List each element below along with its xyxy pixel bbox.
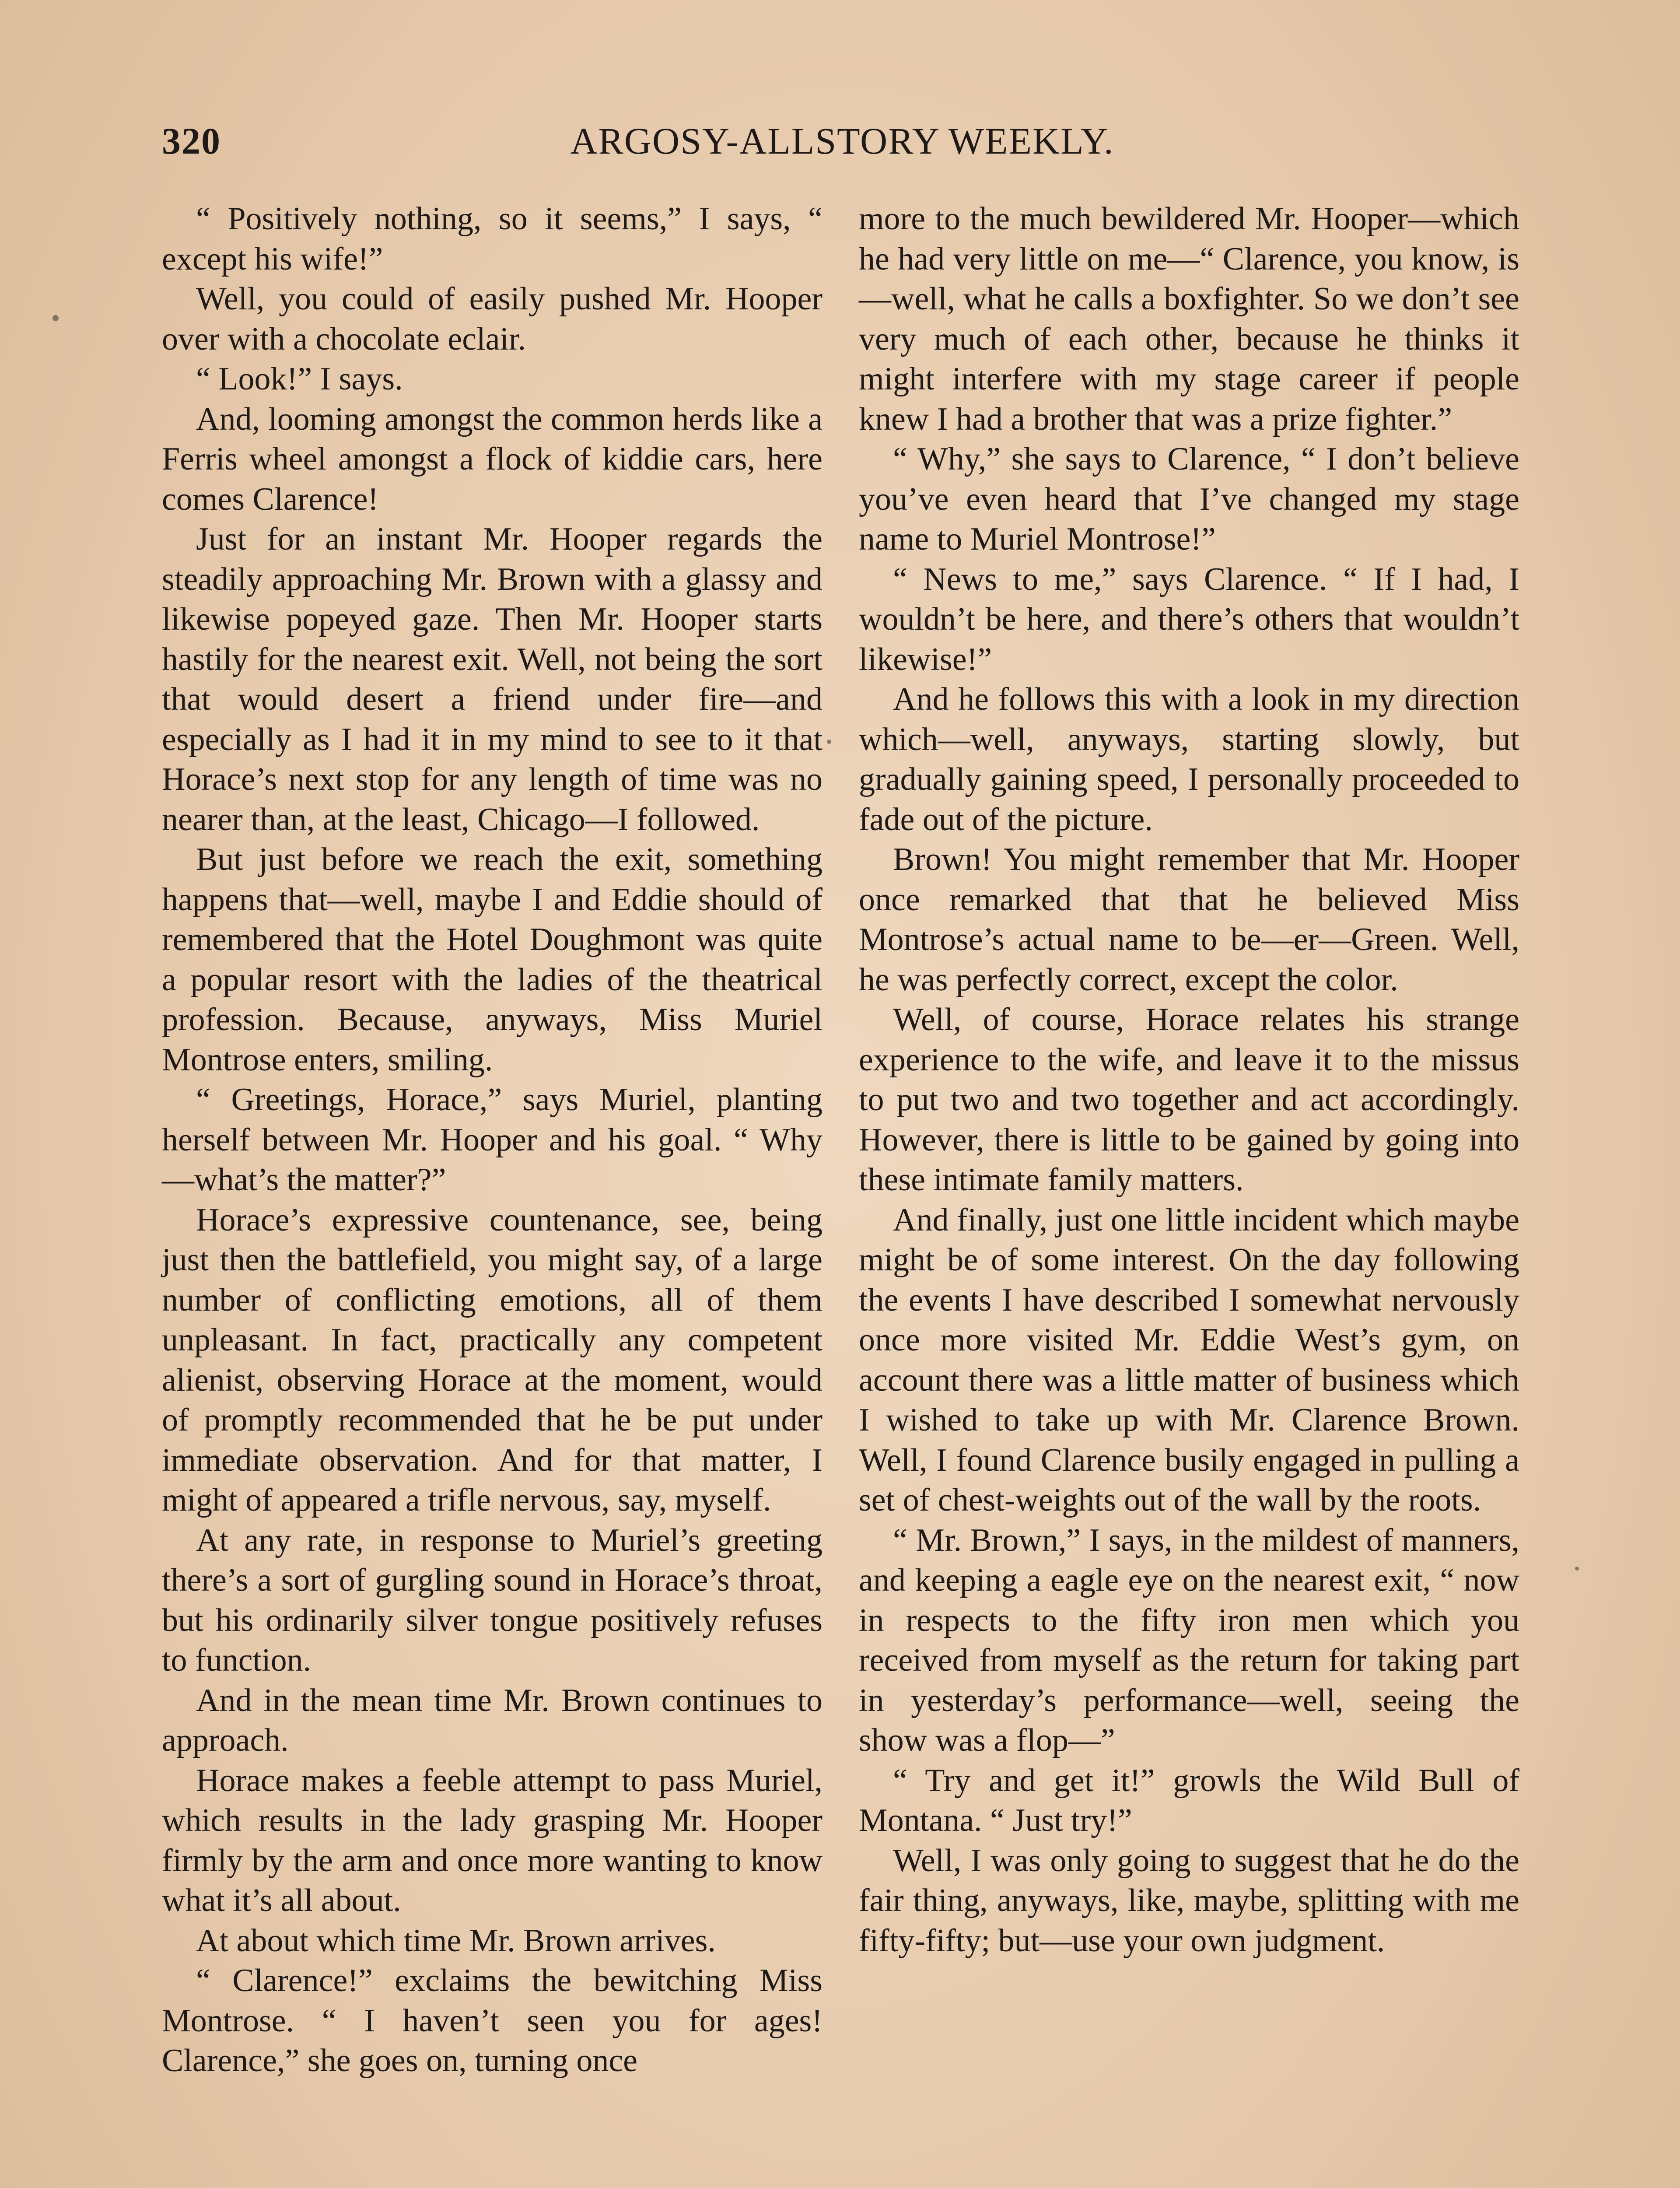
right-column (859, 199, 1519, 1961)
paragraph: And, looming amongst the common herds like a Ferris wheel amongst a flock of kiddie cars, here comes Clarence! (162, 401, 822, 517)
paragraph: At about which time Mr. Brown arrives. (196, 1922, 716, 1959)
paragraph: Well, of course, Horace relates his strange experience to the wife, and leave it to the missus to put two and two together and act accordingly. However, there is little to be gained by going into these intimate family matters. (859, 1002, 1519, 1198)
paragraph: “ Greetings, Horace,” says Muriel, planting herself between Mr. Hooper and his goal. “ Why—what’s the matter?” (162, 1082, 822, 1198)
paragraph: Horace’s expressive countenance, see, being just then the battlefield, you might say, of a large number of conflicting emotions, all of them unpleasant. In fact, practically any competent alienist, observing Horace at the moment, would of promptly recommended that he be put under immediate observation. And for that matter, I might of appeared a trifle nervous, say, myself. (162, 1202, 822, 1518)
page-header (162, 119, 1522, 172)
paragraph: “ Try and get it!” growls the Wild Bull of Montana. “ Just try!” (859, 1762, 1519, 1838)
paragraph: “ Positively nothing, so it seems,” I says, “ except his wife!” (162, 201, 822, 277)
paragraph: And finally, just one little incident which maybe might be of some interest. On the day following the events I have described I somewhat nervously once more visited Mr. Eddie West’s gym, on account there was a little matter of business which I wished to take up with Mr. Clarence Brown. Well, I found Clarence busily engaged in pulling a set of chest-weights out of the wall by the roots. (859, 1202, 1519, 1518)
running-head: ARGOSY-ALLSTORY WEEKLY. (570, 120, 1114, 162)
paragraph: And he follows this with a look in my direction which—well, anyways, starting slowly, but gradually gaining speed, I personally proceeded to fade out of the picture. (859, 681, 1519, 838)
left-column (162, 199, 822, 2081)
paragraph: “ Mr. Brown,” I says, in the mildest of manners, and keeping a eagle eye on the nearest exit, “ now in respects to the fifty iron men which you received from myself as the return for taking part in yesterday’s performance—well, seeing the show was a flop—” (859, 1522, 1519, 1758)
paragraph: Horace makes a feeble attempt to pass Muriel, which results in the lady grasping Mr. Hooper firmly by the arm and once more wanting to know what it’s all about. (162, 1762, 822, 1918)
paragraph: Well, you could of easily pushed Mr. Hooper over with a chocolate eclair. (162, 281, 822, 357)
paragraph: “ News to me,” says Clarence. “ If I had, I wouldn’t be here, and there’s others that wouldn’t likewise!” (859, 561, 1519, 677)
ink-speck (827, 740, 831, 744)
paragraph: At any rate, in response to Muriel’s greeting there’s a sort of gurgling sound in Horace’s throat, but his ordinarily silver tongue positively refuses to function. (162, 1522, 822, 1678)
ink-speck (52, 315, 59, 321)
paragraph: Brown! You might remember that Mr. Hooper once remarked that that he believed Miss Montrose’s actual name to be—er—Green. Well, he was perfectly correct, except the color. (859, 842, 1519, 998)
paragraph: “ Why,” she says to Clarence, “ I don’t believe you’ve even heard that I’ve changed my stage name to Muriel Montrose!” (859, 441, 1519, 557)
paragraph: “ Look!” I says. (196, 361, 403, 397)
paragraph-continuation: more to the much bewildered Mr. Hooper—which he had very little on me—“ Clarence, you know, is—well, what he calls a boxfighter. So we don’t see very much of each other, because he thinks it might interfere with my stage career if people knew I had a brother that was a prize fighter.” (859, 201, 1519, 437)
ink-speck (1575, 1567, 1579, 1571)
page-number: 320 (162, 120, 221, 162)
paragraph: Just for an instant Mr. Hooper regards the steadily approaching Mr. Brown with a glassy and likewise popeyed gaze. Then Mr. Hooper starts hastily for the nearest exit. Well, not being the sort that would desert a friend under fire—and especially as I had it in my mind to see to it that Horace’s next stop for any length of time was no nearer than, at the least, Chicago—I followed. (162, 521, 822, 838)
paragraph: And in the mean time Mr. Brown continues to approach. (162, 1682, 822, 1758)
paragraph: But just before we reach the exit, something happens that—well, maybe I and Eddie should of remembered that the Hotel Doughmont was quite a popular resort with the ladies of the theatrical profession. Because, anyways, Miss Muriel Montrose enters, smiling. (162, 842, 822, 1078)
paragraph: Well, I was only going to suggest that he do the fair thing, anyways, like, maybe, splitting with me fifty-fifty; but—use your own judgment. (859, 1842, 1519, 1959)
paragraph: “ Clarence!” exclaims the bewitching Miss Montrose. “ I haven’t seen you for ages! Clarence,” she goes on, turning once (162, 1963, 822, 2079)
